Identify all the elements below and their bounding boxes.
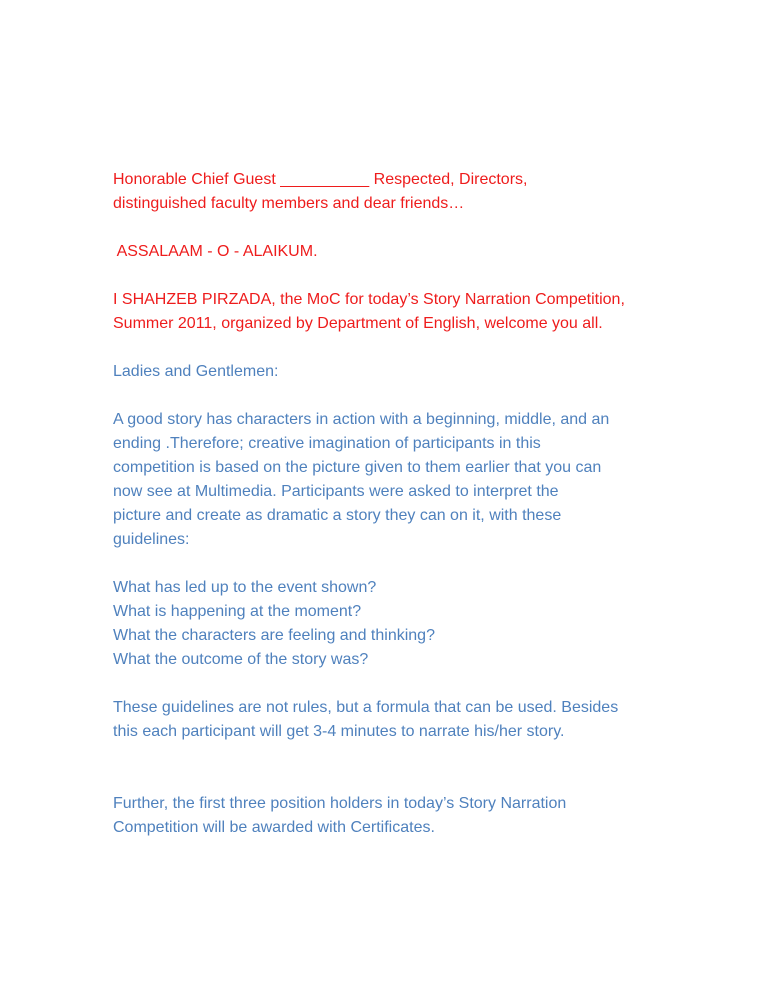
spacer xyxy=(113,264,733,288)
greeting-paragraph xyxy=(113,168,733,216)
awards-line-2: Competition will be awarded with Certificates. xyxy=(113,819,435,836)
awards-line-1: Further, the first three position holders in today’s Story Narration xyxy=(113,795,567,812)
salutation-paragraph xyxy=(113,240,733,264)
spacer xyxy=(113,216,733,240)
intro-line-1: I SHAHZEB PIRZADA, the MoC for today’s Story Narration Competition, xyxy=(113,291,625,308)
question-item: What is happening at the moment? xyxy=(113,603,362,620)
story-line: guidelines: xyxy=(113,531,190,548)
spacer xyxy=(113,672,733,696)
address-line: Ladies and Gentlemen: xyxy=(113,363,279,380)
greeting-line-1: Honorable Chief Guest __________ Respected, Directors, xyxy=(113,171,528,188)
rules-line-1: These guidelines are not rules, but a formula that can be used. Besides xyxy=(113,699,619,716)
speech-text xyxy=(113,168,733,840)
spacer xyxy=(113,744,733,792)
question-item: What has led up to the event shown? xyxy=(113,579,377,596)
intro-line-2: Summer 2011, organized by Department of English, welcome you all. xyxy=(113,315,603,332)
salutation-line: ASSALAAM - O - ALAIKUM. xyxy=(113,243,318,260)
story-line: now see at Multimedia. Participants were asked to interpret the xyxy=(113,483,559,500)
rules-paragraph xyxy=(113,696,733,744)
awards-paragraph xyxy=(113,792,733,840)
story-line: ending .Therefore; creative imagination of participants in this xyxy=(113,435,541,452)
questions-list xyxy=(113,576,733,672)
greeting-line-2: distinguished faculty members and dear friends… xyxy=(113,195,465,212)
spacer xyxy=(113,384,733,408)
spacer xyxy=(113,336,733,360)
intro-paragraph xyxy=(113,288,733,336)
story-line: A good story has characters in action with a beginning, middle, and an xyxy=(113,411,610,428)
story-line: picture and create as dramatic a story they can on it, with these xyxy=(113,507,562,524)
question-item: What the outcome of the story was? xyxy=(113,651,369,668)
rules-line-2: this each participant will get 3-4 minutes to narrate his/her story. xyxy=(113,723,565,740)
address-paragraph xyxy=(113,360,733,384)
spacer xyxy=(113,552,733,576)
story-line: competition is based on the picture given to them earlier that you can xyxy=(113,459,602,476)
question-item: What the characters are feeling and thinking? xyxy=(113,627,435,644)
story-paragraph xyxy=(113,408,733,552)
